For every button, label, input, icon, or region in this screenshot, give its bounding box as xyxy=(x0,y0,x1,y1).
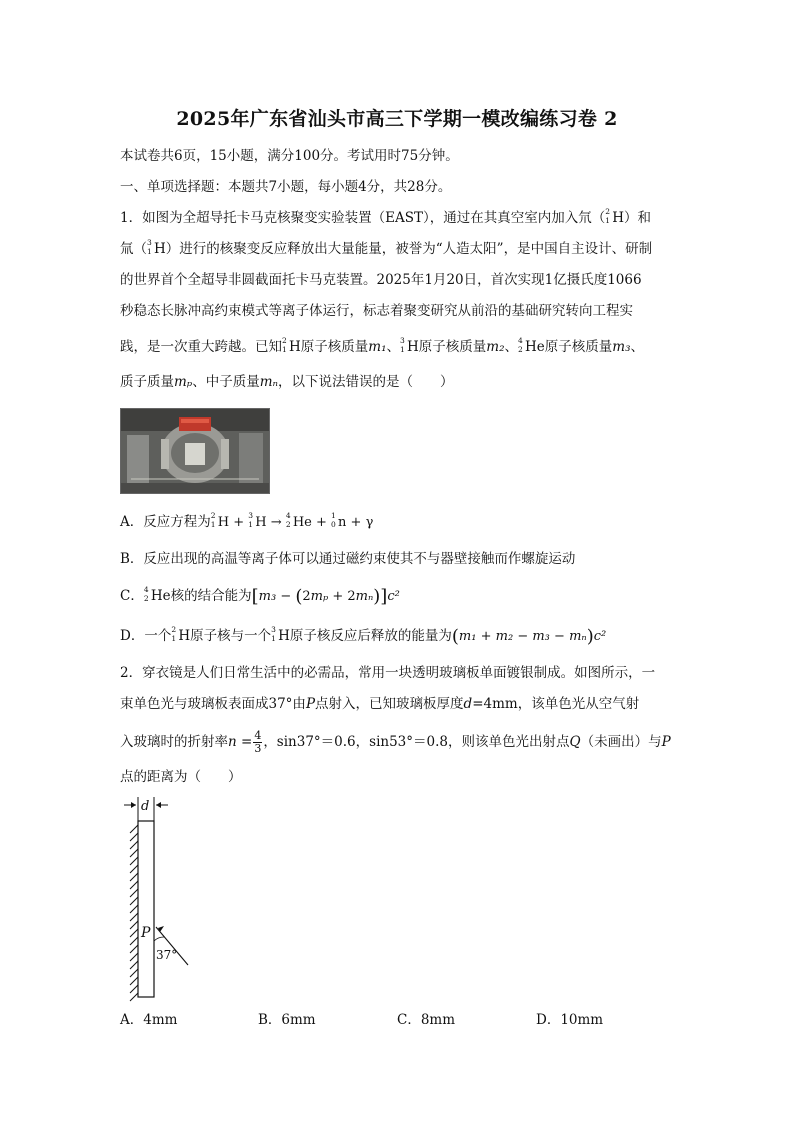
q2-options xyxy=(120,1008,680,1028)
q1-line-1: 1．如图为全超导托卡马克核聚变实验装置（EAST），通过在其真空室内加入氘（ 2 1 H）和 xyxy=(120,207,651,226)
q2-option-c: C．8mm xyxy=(397,1012,456,1028)
page-title: 2025年广东省汕头市高三下学期一模改编练习卷 2 xyxy=(176,108,618,130)
q2-option-b: B．6mm xyxy=(258,1012,316,1028)
q2-line-2: 束单色光与玻璃板表面成37°由P点射入，已知玻璃板厚度d=4mm，该单色光从空气射 xyxy=(120,696,640,712)
fig-label-d: d xyxy=(141,799,150,814)
mirror-diagram xyxy=(120,795,200,1005)
q1-option-d: D．一个 2 1 H原子核与一个 3 1 H原子核反应后释放的能量为(m₁ + m₂ − m₃ − mₙ)c² xyxy=(120,625,607,647)
section-heading: 一、单项选择题：本题共7小题，每小题4分，共28分。 xyxy=(120,179,452,195)
q2-line-1: 2．穿衣镜是人们日常生活中的必需品，常用一块透明玻璃板单面镀银制成。如图所示，一 xyxy=(120,665,656,681)
glass-plate xyxy=(138,821,154,997)
silver-coating-hatch xyxy=(130,825,138,1001)
q1-line-3: 的世界首个全超导非圆截面托卡马克装置。2025年1月20日，首次实现1亿摄氏度1066 xyxy=(120,272,642,288)
fig-label-angle: 37° xyxy=(156,948,178,962)
q1-line-4: 秒稳态长脉冲高约束模式等离子体运行，标志着聚变研究从前沿的基础研究转向工程实 xyxy=(120,303,633,319)
q2-option-d: D．10mm xyxy=(536,1012,604,1028)
east-device-illustration xyxy=(121,409,269,493)
q1-option-a: A．反应方程为 2 1 H + 3 1 H → 4 2 He + 1 0 n + γ xyxy=(120,511,374,530)
q1-option-c: C． 4 2 He核的结合能为[m₃ − (2mₚ + 2mₙ)]c² xyxy=(120,585,400,607)
q2-option-a: A．4mm xyxy=(120,1012,178,1028)
q1-option-b: B．反应出现的高温等离子体可以通过磁约束使其不与器壁接触而作螺旋运动 xyxy=(120,551,576,567)
q2-line-3: 入玻璃时的折射率n = $\frac{4}{3}$ ，sin37°＝0.6，sin53°＝0.8，则该单色光出射点Q（未画出）与P xyxy=(120,729,671,755)
q1-line-2: 氚（ 3 1 H）进行的核聚变反应释放出大量能量，被誉为“人造太阳”，是中国自主设计、研制 xyxy=(120,238,653,257)
east-device-photo xyxy=(120,408,270,494)
q2-line-4: 点的距离为（ ） xyxy=(120,769,242,785)
exam-intro: 本试卷共6页，15小题，满分100分。考试用时75分钟。 xyxy=(120,148,459,164)
q1-line-6: 质子质量mₚ、中子质量mₙ，以下说法错误的是（ ） xyxy=(120,374,454,390)
q1-line-5: 践，是一次重大跨越。已知 2 1 H原子核质量m₁、 3 1 H原子核质量m₂、 4 2 He原子核质量m₃、 xyxy=(120,336,644,355)
fig-label-p: P xyxy=(141,925,151,941)
refractive-index-fraction: $\frac{4}{3}$ xyxy=(254,729,262,755)
